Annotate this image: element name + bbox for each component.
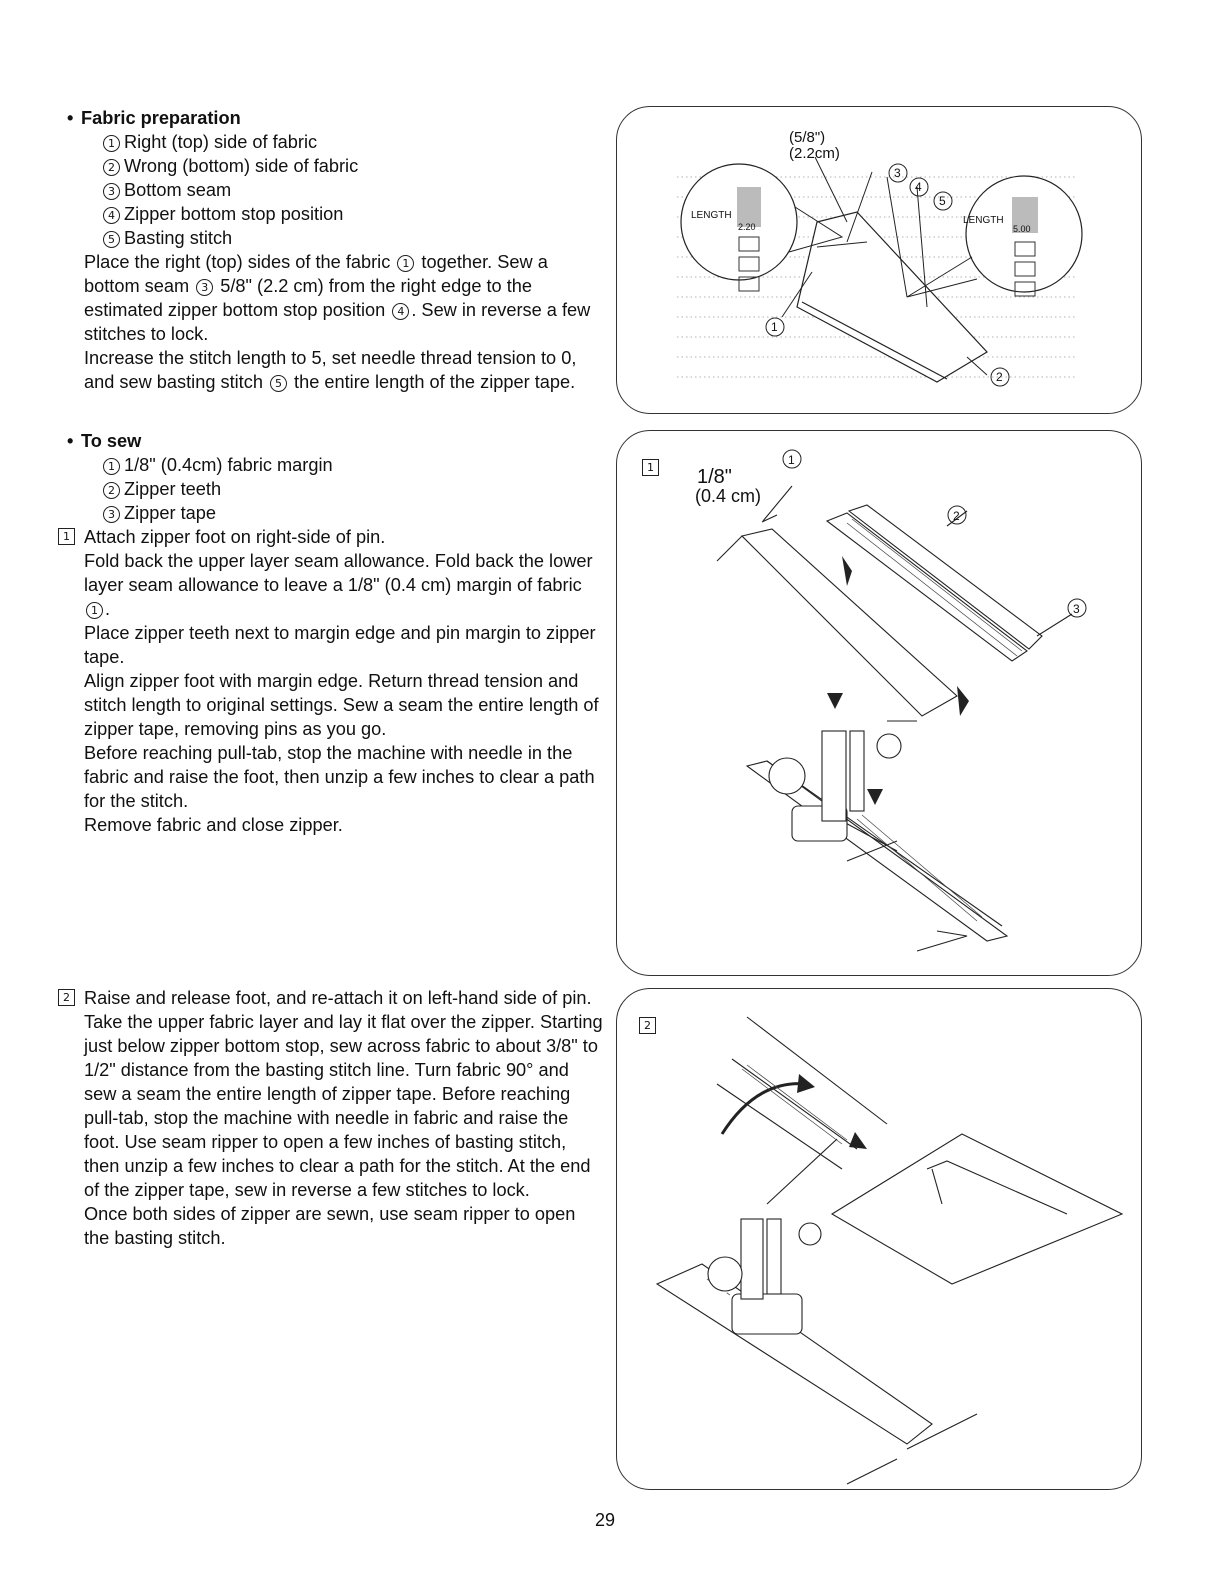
text-run: Fold back the upper layer seam allowance. Fold back the lower layer seam allowance to leave a 1/8" (0.4 cm) margin of fabric: [84, 551, 593, 595]
step-2: [63, 986, 604, 1250]
margin-measure-cm: (0.4 cm): [695, 486, 762, 506]
figure-fabric-preparation: [616, 106, 1142, 414]
callout-number: 2: [103, 482, 120, 499]
dial-value-left: 2.20: [738, 222, 756, 232]
callout-zipper-tape: 3: [1073, 602, 1080, 616]
step-number-box: 1: [58, 528, 75, 545]
callout-number: 5: [103, 231, 120, 248]
figure-step-2: [616, 988, 1142, 1490]
dial-value-right: 5.00: [1013, 224, 1031, 234]
paragraph: [84, 346, 604, 394]
callout-stop-position: 4: [915, 180, 922, 194]
paragraph: Align zipper foot with margin edge. Return thread tension and stitch length to original settings. Sew a seam the entire length of zipper tape, removing pins as you go.: [84, 671, 599, 739]
step-1-box: 1: [642, 459, 659, 476]
callout-number: 3: [103, 506, 120, 523]
callout-number: 4: [103, 207, 120, 224]
step-2-illustration: [617, 989, 1143, 1491]
list-item: [103, 226, 604, 250]
seam-measure-cm: (2.2cm): [789, 145, 840, 162]
item-text: Basting stitch: [124, 228, 233, 248]
list-item: [103, 477, 604, 501]
section-heading: • To sew: [67, 431, 142, 451]
item-text: Zipper tape: [124, 503, 217, 523]
paragraph: Remove fabric and close zipper.: [84, 815, 343, 835]
list-item: [103, 130, 604, 154]
length-label-left: LENGTH: [691, 210, 732, 221]
callout-number: 1: [103, 458, 120, 475]
step-1: [63, 525, 604, 837]
list-item: [103, 202, 604, 226]
paragraph: Before reaching pull-tab, stop the machine with needle in the fabric and raise the foot, then unzip a few inches to clear a path for the stitch.: [84, 743, 595, 811]
paragraph: [84, 250, 604, 346]
text-run: the entire length of the zipper tape.: [289, 372, 576, 392]
callout-basting-stitch: 5: [939, 194, 946, 208]
text-run: Place the right (top) sides of the fabric: [84, 252, 396, 272]
fabric-preparation-title: Fabric preparation: [81, 108, 241, 128]
list-item: [103, 453, 604, 477]
callout-number: 5: [270, 375, 287, 392]
item-text: Bottom seam: [124, 180, 232, 200]
step-instruction: Attach zipper foot on right-side of pin.: [84, 527, 386, 547]
text-run: 5/8" (2.2 cm) from the right edge to the estimated zipper bottom stop position: [84, 276, 532, 320]
callout-right-side: 1: [771, 320, 778, 334]
length-label-right: LENGTH: [963, 215, 1004, 226]
item-text: Zipper teeth: [124, 479, 222, 499]
page-number: 29: [594, 1510, 616, 1530]
step-number-box: 2: [58, 989, 75, 1006]
list-item: [103, 178, 604, 202]
callout-number: 1: [103, 135, 120, 152]
item-text: Right (top) side of fabric: [124, 132, 318, 152]
step-1-illustration: [617, 431, 1143, 977]
callout-number: 3: [196, 279, 213, 296]
paragraph: [84, 549, 604, 621]
item-text: Wrong (bottom) side of fabric: [124, 156, 359, 176]
step-2-box: 2: [639, 1017, 656, 1034]
callout-fabric-margin: 1: [788, 453, 795, 467]
callout-zipper-teeth: 2: [953, 509, 960, 523]
figure-step-1: [616, 430, 1142, 976]
paragraph: Once both sides of zipper are sewn, use seam ripper to open the basting stitch.: [84, 1204, 576, 1248]
to-sew-section: [63, 429, 604, 837]
list-item: [103, 154, 604, 178]
callout-number: 4: [392, 303, 409, 320]
callout-bottom-seam: 3: [894, 166, 901, 180]
item-text: 1/8" (0.4cm) fabric margin: [124, 455, 333, 475]
text-run: .: [105, 599, 111, 619]
fabric-prep-illustration: [617, 107, 1143, 415]
section-heading: • Fabric preparation: [67, 108, 241, 128]
seam-measure-inch: (5/8"): [789, 129, 826, 146]
step-2-section: [63, 986, 604, 1250]
paragraph: Place zipper teeth next to margin edge and pin margin to zipper tape.: [84, 623, 596, 667]
text-run: . Sew in reverse a few stitches to lock.: [84, 300, 591, 344]
text-run: Increase the stitch length to 5, set needle thread tension to 0, and sew basting stitch: [84, 348, 577, 392]
paragraph: Take the upper fabric layer and lay it flat over the zipper. Starting just below zipper bottom stop, sew across fabric to about 3/8" to 1/2" distance from the basting stitch line. Turn fabric 90° and sew a seam the entire length of zipper tape. Before reaching pull-tab, stop the machine with needle in fabric and raise the foot. Use seam ripper to open a few inches of basting stitch, then unzip a few inches to clear a path for the stitch. At the end of the zipper tape, sew in reverse a few stitches to lock.: [84, 1012, 603, 1200]
step-instruction: Raise and release foot, and re-attach it on left-hand side of pin.: [84, 988, 592, 1008]
callout-wrong-side: 2: [996, 370, 1003, 384]
callout-number: 2: [103, 159, 120, 176]
margin-measure-inch: 1/8": [697, 466, 732, 488]
list-item: [103, 501, 604, 525]
to-sew-title: To sew: [81, 431, 142, 451]
callout-number: 1: [86, 602, 103, 619]
item-text: Zipper bottom stop position: [124, 204, 344, 224]
callout-number: 3: [103, 183, 120, 200]
text-run: together. Sew a bottom seam: [84, 252, 548, 296]
callout-number: 1: [397, 255, 414, 272]
fabric-preparation-section: [67, 106, 604, 394]
